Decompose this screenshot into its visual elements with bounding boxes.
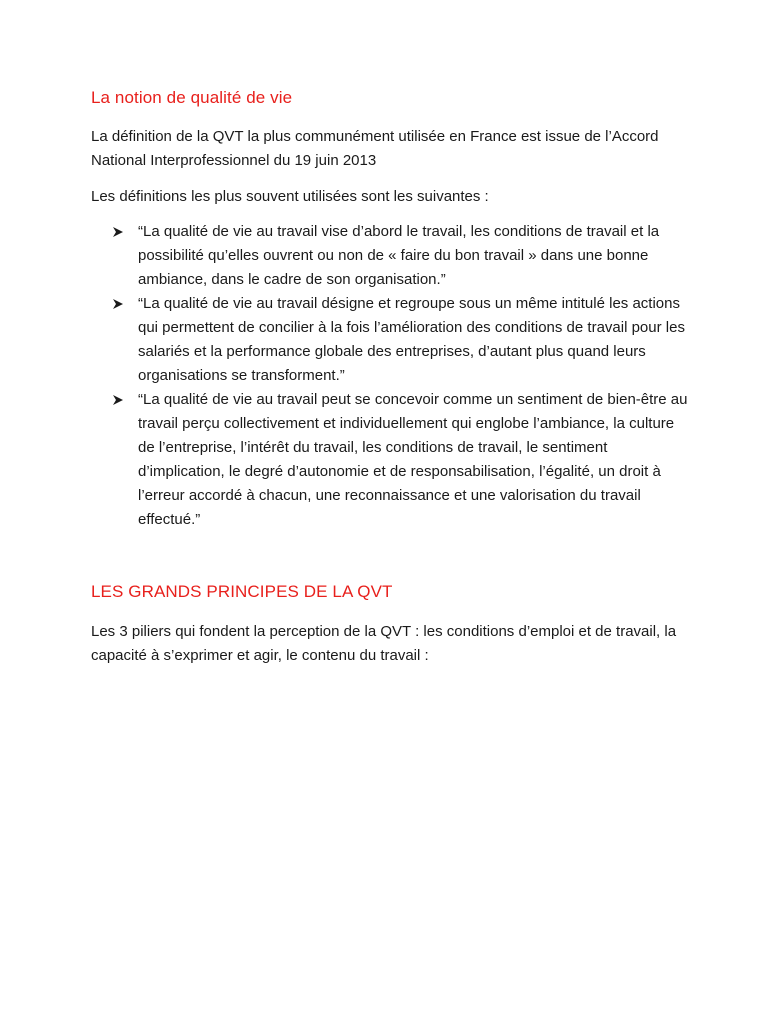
arrowhead-bullet-icon [112, 388, 128, 412]
arrowhead-bullet-icon [112, 220, 128, 244]
section-heading-quality-of-life: La notion de qualité de vie [91, 88, 293, 107]
list-item [91, 220, 691, 292]
pillars-paragraph: Les 3 piliers qui fondent la perception de la QVT : les conditions d’emploi et de travail, la capacité à s’exprimer et agir, le contenu du travail : [91, 623, 677, 664]
definition-text: “La qualité de vie au travail désigne et regroupe sous un même intitulé les actions qui permettent de concilier à la fois l’amélioration des conditions de travail pour les salariés et la performance globale des entreprises, d’autant plus quand leurs organisations se transforment.” [138, 295, 685, 384]
definition-text: “La qualité de vie au travail vise d’abord le travail, les conditions de travail et la possibilité qu’elles ouvrent ou non de « faire du bon travail » dans une bonne ambiance, dans le cadre de son organisation.” [138, 223, 660, 288]
list-item [91, 292, 691, 388]
arrowhead-bullet-icon [112, 292, 128, 316]
section-heading-principles: LES GRANDS PRINCIPES DE LA QVT [91, 582, 393, 601]
definitions-list [91, 220, 691, 532]
definition-text: “La qualité de vie au travail peut se concevoir comme un sentiment de bien-être au travail perçu collectivement et individuellement qui englobe l’ambiance, la culture de l’entreprise, l’intérêt du travail, les conditions de travail, le sentiment d’implication, le degré d’autonomie et de responsabilisation, l’égalité, un droit à l’erreur accordé à chacun, une reconnaissance et une valorisation du travail effectué.” [138, 391, 688, 528]
list-item [91, 388, 691, 532]
definitions-lead-paragraph: Les définitions les plus souvent utilisées sont les suivantes : [91, 188, 489, 205]
intro-paragraph: La définition de la QVT la plus communément utilisée en France est issue de l’Accord National Interprofessionnel du 19 juin 2013 [91, 128, 659, 169]
